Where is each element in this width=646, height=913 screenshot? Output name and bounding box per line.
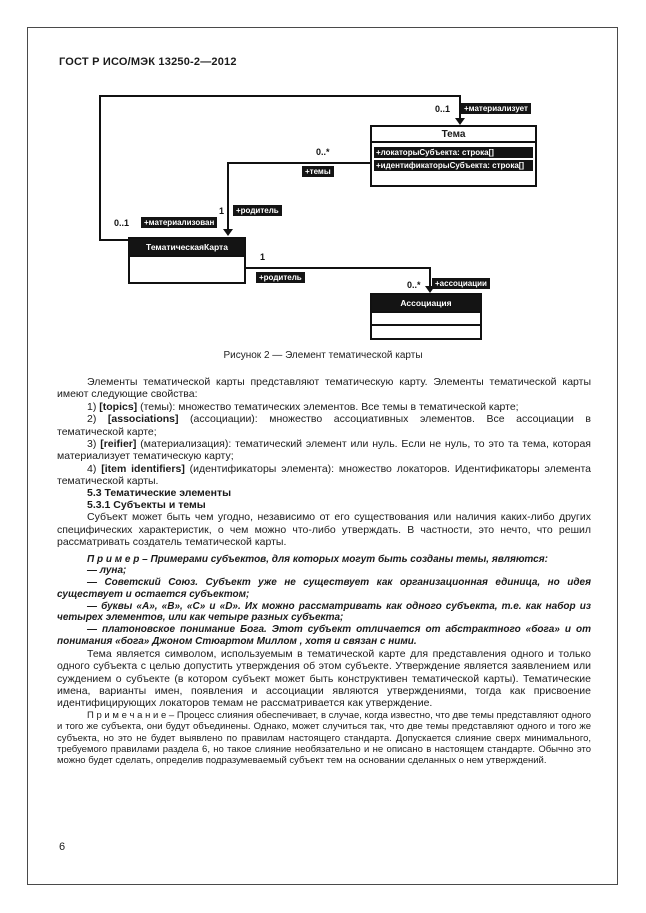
class-compartment (372, 324, 480, 338)
page-number: 6 (59, 841, 66, 853)
document-header: ГОСТ Р ИСО/МЭК 13250-2—2012 (59, 56, 237, 68)
note-block: П р и м е ч а н и е – Процесс слияния обеспечивает, в случае, когда известно, что две темы представляют одного и того же субъекта, они будут объединены. Однако, может случиться так, что две темы представляют одного и того же субъекта, но это не будет выявлено по правилам настоящего стандарта. Допускается слияние сверх минимального, требуемого правилами раздела 6, но такое слияние необязательно и не описано в настоящем стандарте. Обычно это можно будет сделать, определив подразумеваемый субъект тем на основании сделанных о нем утверждений. (57, 709, 591, 767)
class-title: ТематическаяКарта (130, 239, 244, 255)
list-item (57, 438, 591, 463)
diagram-line (429, 267, 431, 287)
list-item-number: 3) (87, 437, 97, 450)
class-compartment (372, 311, 480, 324)
role-label: +темы (302, 166, 334, 177)
section-heading-5-3: 5.3 Тематические элементы (87, 487, 232, 500)
class-attribute: +локаторыСубъекта: строка[] (374, 147, 533, 158)
diagram-line (246, 267, 431, 269)
example-item: — платоновское понимание Бога. Этот субъект отличается от абстрактного «бога» и от понимания «бога» Джоном Стюартом Миллом , хотя и связан с ними. (57, 624, 591, 648)
multiplicity-label: 0..1 (114, 218, 130, 228)
body-text (57, 376, 591, 767)
list-item-number: 2) (87, 413, 97, 426)
list-item (57, 401, 591, 413)
uml-diagram (0, 0, 646, 370)
arrow-down-icon (455, 118, 465, 125)
multiplicity-label: 0..1 (435, 104, 451, 114)
example-item: — Советский Союз. Субъект уже не существует как организационная единица, но идея существует и остается субъектом; (57, 577, 591, 600)
example-block (57, 554, 591, 648)
diagram-line (227, 162, 229, 230)
list-item-text: (ассоциации): множество ассоциативных элементов. Все ассоциации в тематической карте; (57, 413, 591, 438)
list-item-number: 4) (87, 462, 97, 475)
class-title: Ассоциация (372, 295, 480, 311)
diagram-line (99, 95, 101, 241)
list-item-text: (идентификаторы элемента): множество локаторов. Идентификаторы элемента тематической карты. (57, 462, 592, 487)
list-item-term: [reifier] (100, 437, 137, 450)
paragraph: Элементы тематической карты представляют тематическую карту. Элементы тематической карты имеют следующие свойства: (57, 376, 591, 401)
list-item-number: 1) (87, 400, 97, 413)
class-attributes (372, 141, 535, 185)
diagram-line (99, 239, 129, 241)
class-title: Тема (441, 129, 466, 140)
role-label: +материализован (141, 217, 217, 228)
role-label: +материализует (461, 103, 531, 114)
list-item-term: [item identifiers] (101, 462, 185, 475)
multiplicity-label: 0..* (316, 147, 330, 157)
role-label: +родитель (256, 272, 305, 283)
diagram-line (227, 162, 370, 164)
example-item: — луна; (87, 565, 127, 577)
list-item-text: (темы): множество тематических элементов. Все темы в тематической карте; (137, 400, 519, 413)
list-item-term: [topics] (99, 400, 138, 413)
class-box-tema (370, 125, 537, 187)
paragraph: Субъект может быть чем угодно, независимо от его существования или наличия каких-либо других специфических характеристик, о чем можно что-либо утверждать. В частности, это нечто, что решил рассматривать создатель тематической карты. (57, 511, 591, 549)
figure-caption: Рисунок 2 — Элемент тематической карты (223, 350, 423, 361)
class-compartment (130, 255, 244, 282)
class-box-tematicheskaya-karta (128, 237, 246, 284)
list-item (57, 413, 591, 438)
example-lead: П р и м е р – Примерами субъектов, для которых могут быть созданы темы, являются: (87, 553, 548, 565)
class-attribute: +идентификаторыСубъекта: строка[] (374, 160, 533, 171)
example-item: — буквы «А», «В», «С» и «D». Их можно рассматривать как одного субъекта, т.е. как набор из четырех элементов, или как четыре разных субъекта; (57, 600, 591, 624)
list-item-text: (материализация): тематический элемент или нуль. Если не нуль, то это та тема, которая материализует тематическую карту; (57, 437, 591, 463)
class-box-assotsiatsiya (370, 293, 482, 340)
diagram-line (99, 95, 461, 97)
role-label: +ассоциации (432, 278, 490, 289)
multiplicity-label: 1 (260, 252, 266, 262)
list-item-term: [associations] (107, 413, 179, 426)
role-label: +родитель (233, 205, 282, 216)
list-item (57, 463, 591, 488)
arrow-down-icon (223, 229, 233, 236)
paragraph: Тема является символом, используемым в тематической карте для представления одного и только одного субъекта с целью допустить утверждения об этом субъекте. Утверждение является заявлением или суждением о субъекте (в котором субъект может быть конструктивен тематической карты). Тематические имена, варианты имен, появления и ассоциации являются утверждениями, тогда как присвоение идентифицирующих локаторов темам не рассматривается как утверждение. (57, 647, 591, 710)
multiplicity-label: 0..* (407, 280, 421, 290)
multiplicity-label: 1 (219, 206, 225, 216)
section-heading-5-3-1: 5.3.1 Субъекты и темы (87, 499, 206, 512)
